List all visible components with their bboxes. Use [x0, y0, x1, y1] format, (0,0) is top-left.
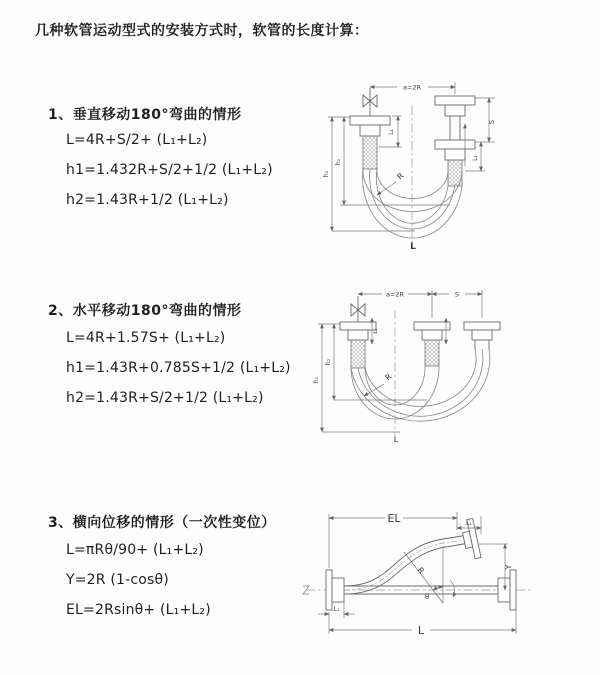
dim-h2-label: h₂: [325, 358, 332, 366]
dim-l1-right-label: L₁: [472, 155, 479, 161]
section1-formula-l: L=4R+S/2+ (L₁+L₂): [66, 132, 208, 148]
dim-l1-label: L₁: [373, 328, 379, 334]
dim-l-label: L: [393, 435, 399, 444]
section1-heading: 1、垂直移动180°弯曲的情形: [48, 107, 242, 123]
dim-h1-label: h₁: [313, 376, 320, 384]
left-flange: [350, 116, 390, 125]
section1-formula-h2: h2=1.43R+1/2 (L₁+L₂): [66, 192, 229, 208]
diagram-lateral-displacement: [300, 502, 600, 662]
right-flange: [464, 322, 500, 330]
hose-curve: [344, 535, 467, 586]
section3-formula-y: Y=2R (1-cosθ): [66, 572, 169, 588]
middle-flange: [414, 322, 450, 330]
page-title: 几种软管运动型式的安装方式时，软管的长度计算：: [35, 23, 369, 39]
dim-l-label: L: [417, 624, 425, 637]
dim-r-label: R: [415, 565, 426, 576]
dim-a2r-label: a=2R: [402, 83, 422, 92]
dim-r-label: R: [395, 171, 406, 182]
diagram-vertical-180-bend: [312, 72, 592, 264]
dim-l-label: L: [410, 242, 416, 252]
left-flange: [340, 322, 376, 330]
section3-heading: 3、横向位移的情形（一次性变位）: [48, 515, 276, 531]
dim-l1-left-label: L₁: [333, 606, 340, 613]
right-upper-flange: [435, 96, 475, 105]
middle-hose-braid: [425, 340, 439, 366]
dim-l1-left-label: L₁: [388, 129, 395, 135]
dim-s-label: S: [488, 119, 496, 125]
right-lower-flange: [498, 578, 510, 602]
rotation-arrow: [450, 580, 454, 597]
radius-line: [404, 552, 443, 603]
dim-l1-top-label: L₁: [466, 520, 472, 527]
left-flange: [326, 570, 332, 610]
section2-formula-l: L=4R+1.57S+ (L₁+L₂): [66, 330, 226, 346]
section1-formula-h1: h1=1.432R+S/2+1/2 (L₁+L₂): [66, 162, 273, 178]
left-hose-braid: [363, 136, 377, 169]
dim-y-label: Y: [504, 564, 513, 570]
dim-a2r-label: a=2R: [385, 290, 405, 299]
diagram-horizontal-180-bend: [312, 282, 592, 462]
right-lower-flange: [435, 140, 475, 149]
section2-formula-h1: h1=1.43R+0.785S+1/2 (L₁+L₂): [66, 360, 291, 376]
left-hose-braid: [351, 340, 365, 368]
section3-formula-el: EL=2Rsinθ+ (L₁+L₂): [66, 602, 211, 618]
dim-el-label: EL: [387, 512, 401, 525]
dim-theta-label: θ: [424, 593, 430, 601]
dim-s-label: S: [454, 290, 460, 299]
section2-heading: 2、水平移动180°弯曲的情形: [48, 303, 242, 319]
section2-formula-h2: h2=1.43R+S/2+1/2 (L₁+L₂): [66, 390, 264, 406]
section3-formula-l: L=πRθ/90+ (L₁+L₂): [66, 542, 204, 558]
dim-h1-label: h₁: [323, 170, 330, 178]
dim-h2-label: h₂: [335, 158, 342, 166]
dim-r-label: R: [383, 372, 394, 383]
